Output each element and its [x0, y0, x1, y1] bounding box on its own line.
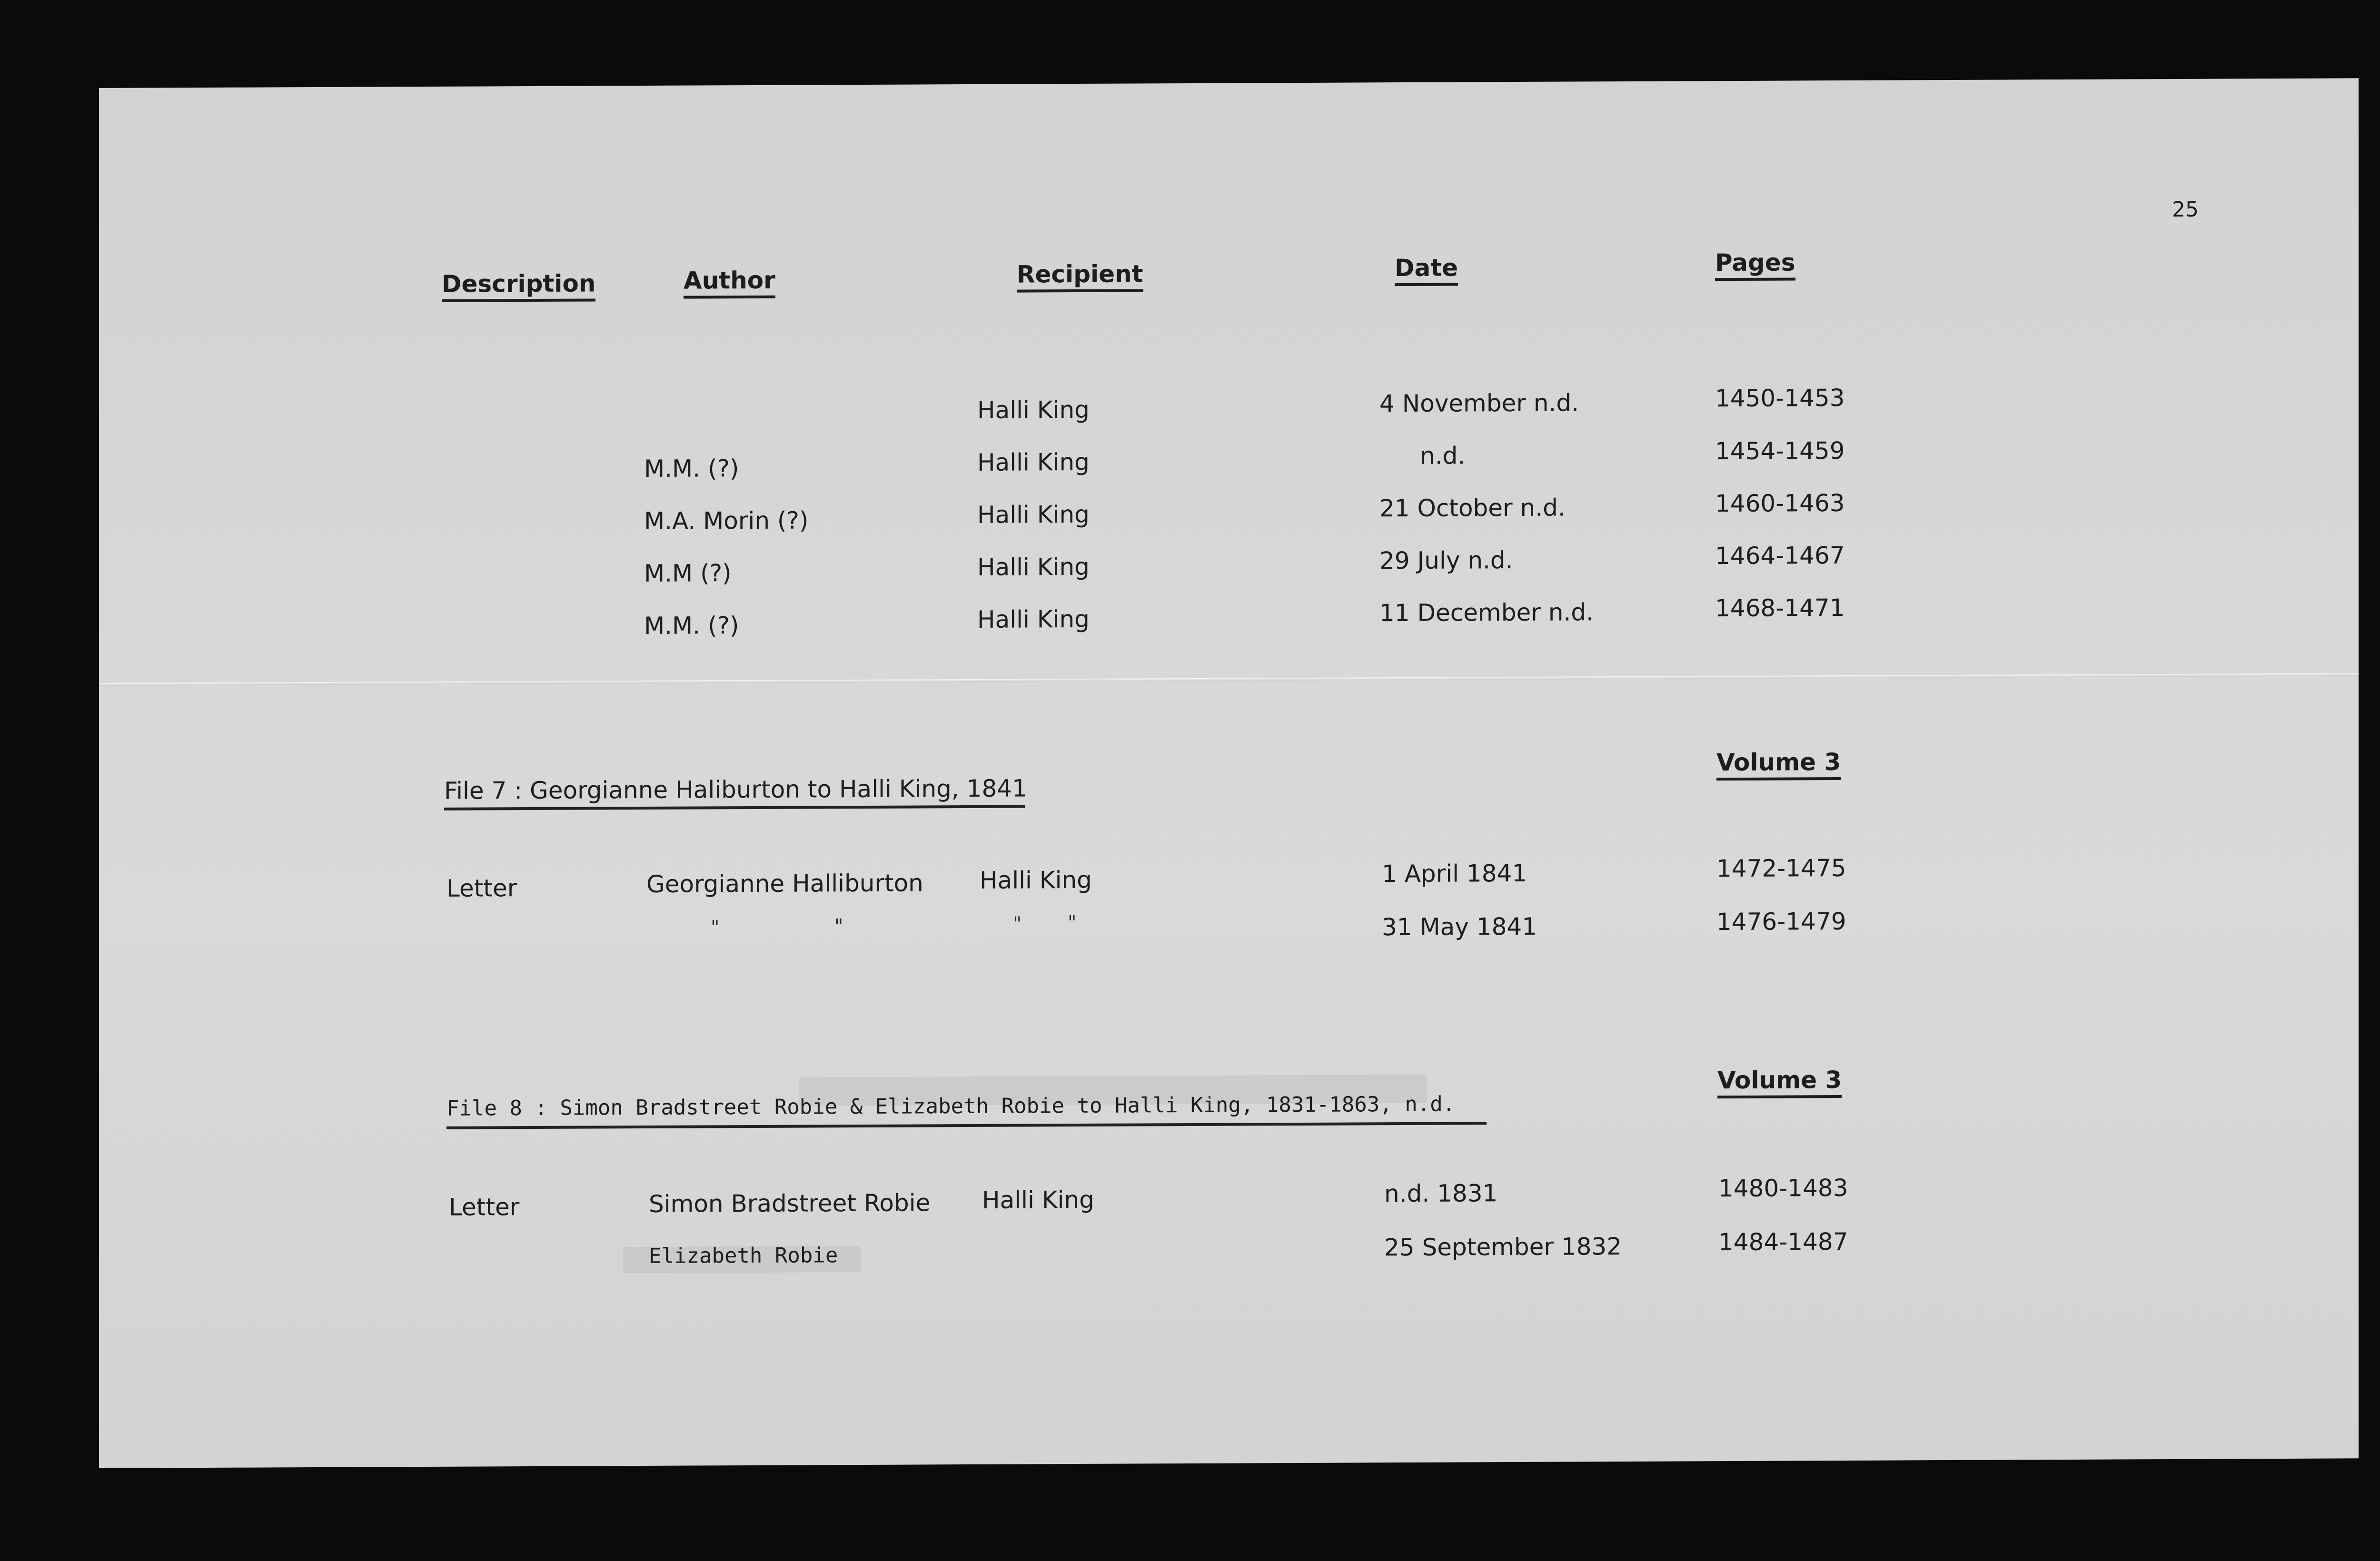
- file7-heading-underline: [444, 805, 1025, 810]
- top-row-5-date: 11 December n.d.: [1379, 598, 1594, 627]
- top-row-3-pages: 1460-1463: [1715, 489, 1845, 518]
- file8-row-2-author: Elizabeth Robie: [649, 1243, 838, 1268]
- top-row-5-recipient: Halli King: [977, 605, 1090, 633]
- top-row-1-recipient: Halli King: [977, 395, 1090, 424]
- top-row-3-date: 21 October n.d.: [1379, 494, 1566, 523]
- file8-row-2-pages: 1484-1487: [1718, 1227, 1848, 1256]
- top-row-4-date: 29 July n.d.: [1379, 546, 1513, 575]
- top-row-3-author: M.A. Morin (?): [644, 506, 809, 535]
- file7-row-1-description: Letter: [446, 874, 517, 902]
- file7-row-1-author: Georgianne Halliburton: [646, 869, 923, 898]
- file8-heading: File 8 : Simon Bradstreet Robie & Elizabeth Robie to Halli King, 1831-1863, n.d.: [446, 1092, 1456, 1121]
- paper-fold-line: [99, 673, 2359, 686]
- file8-row-1-description: Letter: [449, 1193, 520, 1221]
- header-pages: Pages: [1715, 248, 1795, 281]
- ditto-mark-recipient-1: ": [1013, 913, 1022, 935]
- top-row-1-date: 4 November n.d.: [1379, 389, 1579, 418]
- header-date: Date: [1395, 254, 1458, 287]
- header-description: Description: [442, 269, 595, 302]
- top-row-4-pages: 1464-1467: [1715, 541, 1845, 570]
- top-row-4-recipient: Halli King: [977, 553, 1090, 581]
- file7-row-2-pages: 1476-1479: [1716, 907, 1846, 936]
- file8-row-1-date: n.d. 1831: [1384, 1179, 1498, 1208]
- file7-row-2-date: 31 May 1841: [1382, 912, 1537, 941]
- file8-row-2-date: 25 September 1832: [1384, 1233, 1622, 1262]
- document-page: [99, 78, 2359, 1468]
- top-row-1-pages: 1450-1453: [1715, 384, 1845, 413]
- top-row-5-pages: 1468-1471: [1715, 593, 1845, 622]
- header-author: Author: [684, 266, 775, 299]
- file7-row-1-pages: 1472-1475: [1716, 854, 1846, 883]
- top-row-3-recipient: Halli King: [977, 500, 1090, 529]
- top-row-5-author: M.M. (?): [644, 612, 739, 640]
- header-recipient: Recipient: [1017, 259, 1143, 292]
- file8-row-1-pages: 1480-1483: [1718, 1174, 1848, 1203]
- file8-row-1-recipient: Halli King: [982, 1186, 1094, 1214]
- file7-row-1-recipient: Halli King: [980, 866, 1092, 894]
- file7-volume: Volume 3: [1716, 748, 1841, 780]
- top-row-2-recipient: Halli King: [977, 448, 1090, 476]
- top-row-2-pages: 1454-1459: [1715, 436, 1845, 465]
- top-row-4-author: M.M (?): [644, 559, 732, 588]
- ditto-mark-author-2: ": [834, 915, 843, 938]
- file8-row-1-author: Simon Bradstreet Robie: [649, 1189, 931, 1218]
- file7-row-1-date: 1 April 1841: [1382, 859, 1527, 888]
- file8-heading-underline: [446, 1122, 1487, 1129]
- top-row-2-date: n.d.: [1420, 442, 1466, 470]
- file8-volume: Volume 3: [1717, 1066, 1842, 1098]
- file7-heading: File 7 : Georgianne Haliburton to Halli King, 1841: [444, 774, 1027, 805]
- page-number: 25: [2172, 197, 2199, 222]
- ditto-mark-recipient-2: ": [1068, 912, 1077, 934]
- ditto-mark-author-1: ": [711, 917, 720, 939]
- top-row-2-author: M.M. (?): [644, 454, 739, 483]
